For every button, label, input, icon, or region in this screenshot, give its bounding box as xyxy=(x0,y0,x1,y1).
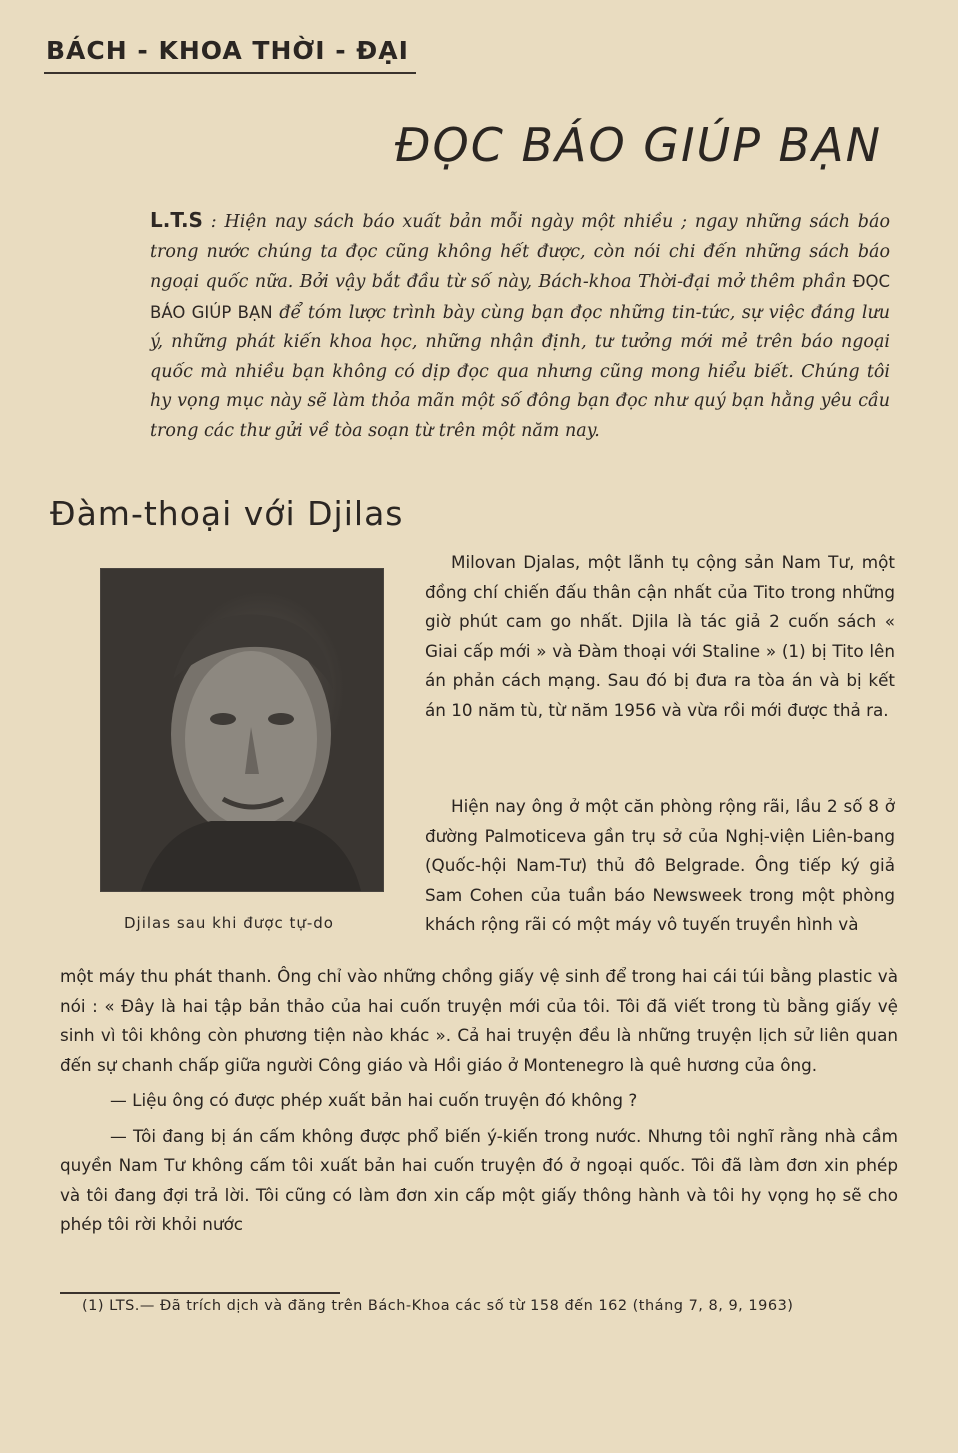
interview-answer: — Tôi đang bị án cấm không được phổ biến ý-kiến trong nước. Nhưng tôi nghĩ rằng nhà cầm quyền Nam Tư không cấm tôi xuất bản hai cuốn truyện đó ở ngoại quốc. Tôi đã làm đơn xin phép và tôi đang đợi trả lời. Tôi cũng có làm đơn xin cấp một giấy thông hành và tôi hy vọng họ sẽ cho phép tôi rời khỏi nước xyxy=(60,1125,898,1234)
photo-caption: Djilas sau khi được tự-do xyxy=(124,914,334,932)
article-heading: Đàm-thoại với Djilas xyxy=(50,494,404,533)
article-body-full-width xyxy=(60,962,898,1240)
running-header: BÁCH - KHOA THỜI - ĐẠI xyxy=(46,36,409,65)
column-title: ĐỌC BÁO GIÚP BẠN xyxy=(394,118,882,172)
article-paragraph-2-start: Hiện nay ông ở một căn phòng rộng rãi, lầu 2 số 8 ở đường Palmoticeva gần trụ sở của Nghị-viện Liên-bang (Quốc-hội Nam-Tư) thủ đô Belgrade. Ông tiếp ký giả Sam Cohen của tuần báo Newsweek trong một phòng khách rộng rãi có một máy vô tuyến truyền hình và xyxy=(425,796,895,934)
editor-note-text-2: để tóm lược trình bày cùng bạn đọc những tin-tức, sự việc đáng lưu ý, những phát kiến khoa học, những nhận định, tư tưởng mới mẻ trên báo ngoại quốc mà nhiều bạn không có dịp đọc qua nhưng cũng mong hiểu biết. Chúng tôi hy vọng mục này sẽ làm thỏa mãn một số đông bạn đọc như quý bạn hằng yêu cầu trong các thư gửi về tòa soạn từ trên một năm nay. xyxy=(150,302,890,441)
header-rule xyxy=(44,72,416,74)
editor-note-label: L.T.S xyxy=(150,208,203,232)
editor-note-section-name: ĐỌC BÁO GIÚP BẠN xyxy=(150,272,890,322)
editor-note-text-1: : Hiện nay sách báo xuất bản mỗi ngày một nhiều ; ngay những sách báo trong nước chúng ta đọc cũng không hết được, còn nói chi đến những sách báo ngoại quốc nữa. Bởi vậy bắt đầu từ số này, Bách-khoa Thời-đại mở thêm phần xyxy=(150,212,890,292)
editor-note xyxy=(150,206,890,446)
footnote: (1) LTS.— Đã trích dịch và đăng trên Bách-Khoa các số từ 158 đến 162 (tháng 7, 8, 9, 1963) xyxy=(82,1298,794,1314)
djilas-portrait-photo xyxy=(100,568,384,892)
article-column-para-1 xyxy=(425,548,895,725)
article-column-para-2 xyxy=(425,792,895,940)
article-paragraph-2-end: một máy thu phát thanh. Ông chỉ vào những chồng giấy vệ sinh để trong hai cái túi bằng plastic và nói : « Đây là hai tập bản thảo của hai cuốn truyện mới của tôi. Tôi đã viết trong tù bằng giấy vệ sinh vì tôi không còn phương tiện nào khác ». Cả hai truyện đều là những truyện lịch sử liên quan đến sự chanh chấp giữa người Công giáo và Hồi giáo ở Montenegro là quê hương của ông. xyxy=(60,966,898,1075)
interview-question: — Liệu ông có được phép xuất bản hai cuốn truyện đó không ? xyxy=(110,1090,638,1110)
footnote-rule xyxy=(60,1292,340,1294)
article-paragraph-1: Milovan Djalas, một lãnh tụ cộng sản Nam Tư, một đồng chí chiến đấu thân cận nhất của Tito trong những giờ phút cam go nhất. Djila là tác giả 2 cuốn sách « Giai cấp mới » và Đàm thoại với Staline » (1) bị Tito lên án phản cách mạng. Sau đó bị đưa ra tòa án và bị kết án 10 năm tù, từ năm 1956 và vừa rồi mới được thả ra. xyxy=(425,552,895,720)
